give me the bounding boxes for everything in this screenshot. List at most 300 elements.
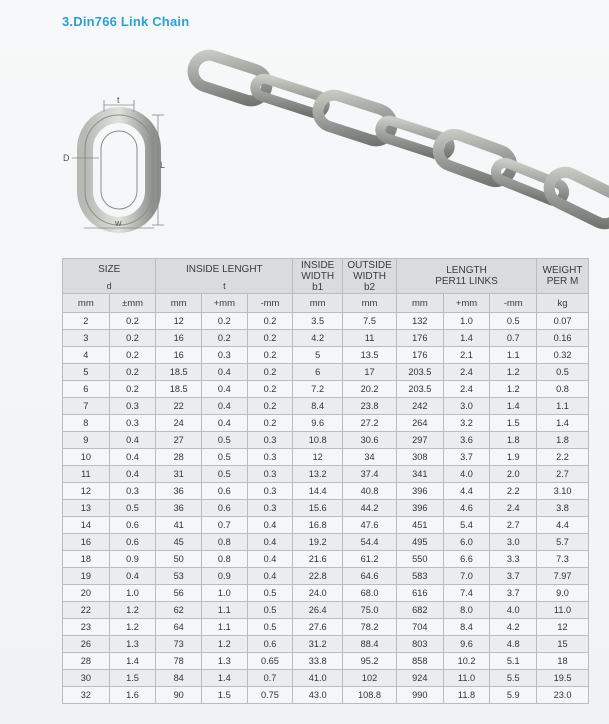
dim-t-label: t xyxy=(117,95,120,105)
chain-photo xyxy=(189,51,609,229)
table-cell: 3.7 xyxy=(490,585,537,602)
table-cell: 8.4 xyxy=(293,398,343,415)
table-cell: 0.3 xyxy=(247,500,293,517)
table-cell: 5.7 xyxy=(537,534,589,551)
table-cell: 2.1 xyxy=(443,347,490,364)
table-cell: 0.9 xyxy=(109,551,156,568)
table-cell: 0.3 xyxy=(109,398,156,415)
table-cell: 21.6 xyxy=(293,551,343,568)
table-cell: 84 xyxy=(156,670,202,687)
table-cell: 297 xyxy=(397,432,444,449)
table-row xyxy=(63,330,589,347)
table-cell: 0.3 xyxy=(247,466,293,483)
table-cell: 78.2 xyxy=(343,619,397,636)
table-cell: 95.2 xyxy=(343,653,397,670)
table-cell: 3.8 xyxy=(537,500,589,517)
table-cell: 1.1 xyxy=(202,619,248,636)
table-cell: 22 xyxy=(63,602,110,619)
table-cell: 396 xyxy=(397,483,444,500)
table-cell: 2.7 xyxy=(537,466,589,483)
table-cell: 6 xyxy=(293,364,343,381)
table-cell: 10 xyxy=(63,449,110,466)
unit-cell: +mm xyxy=(443,294,490,313)
table-cell: 0.6 xyxy=(247,636,293,653)
table-row xyxy=(63,534,589,551)
table-cell: 0.2 xyxy=(109,313,156,330)
table-row xyxy=(63,398,589,415)
table-cell: 176 xyxy=(397,347,444,364)
unit-cell: mm xyxy=(156,294,202,313)
table-cell: 4.0 xyxy=(490,602,537,619)
table-cell: 22 xyxy=(156,398,202,415)
table-cell: 27 xyxy=(156,432,202,449)
table-cell: 6.0 xyxy=(443,534,490,551)
table-cell: 3.0 xyxy=(490,534,537,551)
table-cell: 7.5 xyxy=(343,313,397,330)
table-cell: 10.2 xyxy=(443,653,490,670)
table-cell: 2.0 xyxy=(490,466,537,483)
table-cell: 18 xyxy=(537,653,589,670)
table-cell: 0.07 xyxy=(537,313,589,330)
dim-w-label: w xyxy=(115,218,122,228)
table-cell: 4.0 xyxy=(443,466,490,483)
table-cell: 0.8 xyxy=(202,551,248,568)
table-cell: 3.0 xyxy=(443,398,490,415)
table-cell: 4.6 xyxy=(443,500,490,517)
table-cell: 13.5 xyxy=(343,347,397,364)
table-cell: 1.1 xyxy=(490,347,537,364)
table-cell: 108.8 xyxy=(343,687,397,704)
table-cell: 308 xyxy=(397,449,444,466)
table-row xyxy=(63,500,589,517)
table-cell: 1.3 xyxy=(109,636,156,653)
table-cell: 28 xyxy=(156,449,202,466)
table-cell: 62 xyxy=(156,602,202,619)
table-cell: 10.8 xyxy=(293,432,343,449)
table-cell: 9.6 xyxy=(443,636,490,653)
table-cell: 1.0 xyxy=(202,585,248,602)
table-cell: 0.2 xyxy=(247,364,293,381)
unit-cell: -mm xyxy=(490,294,537,313)
table-cell: 4.2 xyxy=(293,330,343,347)
table-cell: 3 xyxy=(63,330,110,347)
table-cell: 7.0 xyxy=(443,568,490,585)
table-cell: 8.0 xyxy=(443,602,490,619)
table-cell: 7.4 xyxy=(443,585,490,602)
table-cell: 132 xyxy=(397,313,444,330)
table-cell: 11.0 xyxy=(443,670,490,687)
table-cell: 5.4 xyxy=(443,517,490,534)
table-cell: 1.6 xyxy=(109,687,156,704)
table-row xyxy=(63,449,589,466)
table-cell: 18.5 xyxy=(156,381,202,398)
table-cell: 0.4 xyxy=(202,415,248,432)
table-cell: 9.0 xyxy=(537,585,589,602)
table-cell: 64.6 xyxy=(343,568,397,585)
table-cell: 1.5 xyxy=(202,687,248,704)
table-row xyxy=(63,687,589,704)
table-row xyxy=(63,602,589,619)
table-cell: 9.6 xyxy=(293,415,343,432)
table-cell: 32 xyxy=(63,687,110,704)
table-cell: 0.3 xyxy=(247,432,293,449)
table-cell: 0.2 xyxy=(109,381,156,398)
table-cell: 264 xyxy=(397,415,444,432)
table-cell: 0.3 xyxy=(247,483,293,500)
table-row xyxy=(63,619,589,636)
table-cell: 50 xyxy=(156,551,202,568)
table-cell: 242 xyxy=(397,398,444,415)
table-cell: 0.5 xyxy=(247,619,293,636)
table-cell: 0.2 xyxy=(247,347,293,364)
table-cell: 3.2 xyxy=(443,415,490,432)
table-cell: 19.5 xyxy=(537,670,589,687)
table-cell: 75.0 xyxy=(343,602,397,619)
table-cell: 3.6 xyxy=(443,432,490,449)
header-size: SIZE d xyxy=(63,259,156,294)
table-row xyxy=(63,432,589,449)
table-cell: 23.8 xyxy=(343,398,397,415)
unit-cell: +mm xyxy=(202,294,248,313)
table-cell: 15.6 xyxy=(293,500,343,517)
table-cell: 30 xyxy=(63,670,110,687)
table-cell: 9 xyxy=(63,432,110,449)
table-cell: 2 xyxy=(63,313,110,330)
table-row xyxy=(63,364,589,381)
table-cell: 88.4 xyxy=(343,636,397,653)
unit-cell: kg xyxy=(537,294,589,313)
table-cell: 4.4 xyxy=(443,483,490,500)
table-cell: 5.9 xyxy=(490,687,537,704)
table-cell: 36 xyxy=(156,500,202,517)
table-cell: 0.3 xyxy=(202,347,248,364)
table-cell: 550 xyxy=(397,551,444,568)
table-cell: 1.4 xyxy=(537,415,589,432)
table-cell: 56 xyxy=(156,585,202,602)
table-cell: 64 xyxy=(156,619,202,636)
table-row xyxy=(63,313,589,330)
table-cell: 11 xyxy=(343,330,397,347)
table-cell: 0.2 xyxy=(109,347,156,364)
table-cell: 0.2 xyxy=(202,313,248,330)
table-cell: 0.4 xyxy=(247,534,293,551)
table-cell: 1.0 xyxy=(443,313,490,330)
table-cell: 1.1 xyxy=(202,602,248,619)
header-inside-width: INSIDE WIDTH b1 xyxy=(293,259,343,294)
table-cell: 2.2 xyxy=(490,483,537,500)
table-cell: 0.6 xyxy=(202,500,248,517)
table-cell: 1.8 xyxy=(537,432,589,449)
table-cell: 0.6 xyxy=(202,483,248,500)
table-cell: 0.3 xyxy=(109,483,156,500)
unit-cell: mm xyxy=(293,294,343,313)
table-cell: 1.5 xyxy=(109,670,156,687)
table-cell: 0.9 xyxy=(202,568,248,585)
table-cell: 7.2 xyxy=(293,381,343,398)
table-cell: 1.4 xyxy=(443,330,490,347)
table-cell: 0.2 xyxy=(247,398,293,415)
table-cell: 1.3 xyxy=(202,653,248,670)
table-cell: 924 xyxy=(397,670,444,687)
table-cell: 0.5 xyxy=(247,602,293,619)
table-cell: 616 xyxy=(397,585,444,602)
table-cell: 0.5 xyxy=(537,364,589,381)
table-cell: 7.3 xyxy=(537,551,589,568)
table-cell: 3.7 xyxy=(443,449,490,466)
table-cell: 13.2 xyxy=(293,466,343,483)
table-cell: 19.2 xyxy=(293,534,343,551)
chain-illustration xyxy=(0,0,609,250)
table-cell: 0.5 xyxy=(202,466,248,483)
table-cell: 90 xyxy=(156,687,202,704)
table-cell: 0.4 xyxy=(202,398,248,415)
table-cell: 0.8 xyxy=(537,381,589,398)
link-diagram xyxy=(63,95,165,228)
header-inside-length: INSIDE LENGHT t xyxy=(156,259,293,294)
table-cell: 0.75 xyxy=(247,687,293,704)
table-cell: 4 xyxy=(63,347,110,364)
table-cell: 2.4 xyxy=(443,364,490,381)
table-cell: 20.2 xyxy=(343,381,397,398)
table-cell: 2.4 xyxy=(443,381,490,398)
table-cell: 1.4 xyxy=(109,653,156,670)
table-cell: 28 xyxy=(63,653,110,670)
table-cell: 16 xyxy=(156,347,202,364)
table-cell: 0.2 xyxy=(109,364,156,381)
table-cell: 11 xyxy=(63,466,110,483)
table-cell: 0.3 xyxy=(109,415,156,432)
table-cell: 858 xyxy=(397,653,444,670)
table-cell: 704 xyxy=(397,619,444,636)
table-cell: 27.2 xyxy=(343,415,397,432)
table-cell: 23 xyxy=(63,619,110,636)
table-row xyxy=(63,670,589,687)
table-cell: 11.0 xyxy=(537,602,589,619)
table-cell: 26.4 xyxy=(293,602,343,619)
table-cell: 11.8 xyxy=(443,687,490,704)
table-cell: 31.2 xyxy=(293,636,343,653)
table-cell: 4.2 xyxy=(490,619,537,636)
table-cell: 0.32 xyxy=(537,347,589,364)
table-cell: 19 xyxy=(63,568,110,585)
table-cell: 12 xyxy=(537,619,589,636)
table-cell: 8.4 xyxy=(443,619,490,636)
table-cell: 41.0 xyxy=(293,670,343,687)
table-cell: 14 xyxy=(63,517,110,534)
table-cell: 4.8 xyxy=(490,636,537,653)
table-cell: 30.6 xyxy=(343,432,397,449)
table-cell: 583 xyxy=(397,568,444,585)
table-cell: 0.2 xyxy=(247,415,293,432)
table-cell: 1.2 xyxy=(202,636,248,653)
table-cell: 1.2 xyxy=(109,619,156,636)
table-cell: 37.4 xyxy=(343,466,397,483)
table-cell: 36 xyxy=(156,483,202,500)
table-cell: 2.4 xyxy=(490,500,537,517)
table-cell: 4.4 xyxy=(537,517,589,534)
table-cell: 18 xyxy=(63,551,110,568)
table-cell: 0.5 xyxy=(202,449,248,466)
table-cell: 41 xyxy=(156,517,202,534)
table-cell: 1.4 xyxy=(490,398,537,415)
table-cell: 44.2 xyxy=(343,500,397,517)
table-cell: 1.2 xyxy=(109,602,156,619)
unit-cell: ±mm xyxy=(109,294,156,313)
table-cell: 78 xyxy=(156,653,202,670)
table-row xyxy=(63,585,589,602)
table-row xyxy=(63,653,589,670)
table-cell: 5 xyxy=(293,347,343,364)
table-cell: 0.2 xyxy=(247,381,293,398)
table-cell: 22.8 xyxy=(293,568,343,585)
table-cell: 1.1 xyxy=(537,398,589,415)
table-cell: 102 xyxy=(343,670,397,687)
table-cell: 45 xyxy=(156,534,202,551)
table-cell: 26 xyxy=(63,636,110,653)
table-row xyxy=(63,568,589,585)
table-cell: 43.0 xyxy=(293,687,343,704)
table-cell: 0.2 xyxy=(247,313,293,330)
table-cell: 3.3 xyxy=(490,551,537,568)
table-cell: 68.0 xyxy=(343,585,397,602)
table-cell: 0.4 xyxy=(109,466,156,483)
table-cell: 16 xyxy=(63,534,110,551)
table-row xyxy=(63,551,589,568)
table-cell: 0.2 xyxy=(109,330,156,347)
table-cell: 47.6 xyxy=(343,517,397,534)
table-cell: 12 xyxy=(293,449,343,466)
table-cell: 0.7 xyxy=(202,517,248,534)
table-cell: 0.2 xyxy=(202,330,248,347)
table-cell: 13 xyxy=(63,500,110,517)
table-cell: 0.5 xyxy=(202,432,248,449)
table-cell: 1.4 xyxy=(202,670,248,687)
table-cell: 0.4 xyxy=(247,568,293,585)
table-cell: 0.7 xyxy=(490,330,537,347)
table-cell: 0.16 xyxy=(537,330,589,347)
table-cell: 12 xyxy=(156,313,202,330)
table-cell: 0.8 xyxy=(202,534,248,551)
table-cell: 203.5 xyxy=(397,381,444,398)
table-row xyxy=(63,415,589,432)
unit-cell: mm xyxy=(397,294,444,313)
table-cell: 0.4 xyxy=(109,568,156,585)
table-cell: 5.1 xyxy=(490,653,537,670)
table-cell: 7.97 xyxy=(537,568,589,585)
table-cell: 1.8 xyxy=(490,432,537,449)
spec-table xyxy=(62,258,589,704)
table-cell: 2.2 xyxy=(537,449,589,466)
table-cell: 5 xyxy=(63,364,110,381)
table-cell: 0.7 xyxy=(247,670,293,687)
table-row xyxy=(63,517,589,534)
table-cell: 0.4 xyxy=(202,381,248,398)
table-cell: 61.2 xyxy=(343,551,397,568)
header-weight: WEIGHT PER M xyxy=(537,259,589,294)
table-cell: 2.7 xyxy=(490,517,537,534)
table-cell: 33.8 xyxy=(293,653,343,670)
table-cell: 0.6 xyxy=(109,517,156,534)
table-cell: 31 xyxy=(156,466,202,483)
table-cell: 17 xyxy=(343,364,397,381)
table-cell: 1.2 xyxy=(490,364,537,381)
table-cell: 34 xyxy=(343,449,397,466)
table-cell: 990 xyxy=(397,687,444,704)
table-cell: 53 xyxy=(156,568,202,585)
table-cell: 0.4 xyxy=(202,364,248,381)
table-cell: 203.5 xyxy=(397,364,444,381)
table-row xyxy=(63,636,589,653)
page-title: 3.Din766 Link Chain xyxy=(62,14,190,29)
table-cell: 451 xyxy=(397,517,444,534)
table-cell: 396 xyxy=(397,500,444,517)
table-cell: 40.8 xyxy=(343,483,397,500)
table-cell: 0.4 xyxy=(109,449,156,466)
unit-cell: -mm xyxy=(247,294,293,313)
table-cell: 24 xyxy=(156,415,202,432)
table-cell: 0.2 xyxy=(247,330,293,347)
table-cell: 803 xyxy=(397,636,444,653)
table-row xyxy=(63,381,589,398)
table-cell: 8 xyxy=(63,415,110,432)
table-cell: 7 xyxy=(63,398,110,415)
table-cell: 24.0 xyxy=(293,585,343,602)
table-cell: 0.65 xyxy=(247,653,293,670)
header-length: LENGTH PER11 LINKS xyxy=(397,259,537,294)
unit-cell: mm xyxy=(63,294,110,313)
table-cell: 3.10 xyxy=(537,483,589,500)
dim-l-label: L xyxy=(160,160,166,170)
table-cell: 0.5 xyxy=(247,585,293,602)
table-cell: 16.8 xyxy=(293,517,343,534)
dim-d-label: D xyxy=(63,153,70,163)
table-cell: 0.4 xyxy=(247,551,293,568)
table-cell: 682 xyxy=(397,602,444,619)
table-cell: 6.6 xyxy=(443,551,490,568)
table-cell: 12 xyxy=(63,483,110,500)
table-cell: 5.5 xyxy=(490,670,537,687)
table-cell: 18.5 xyxy=(156,364,202,381)
table-cell: 0.4 xyxy=(247,517,293,534)
table-cell: 16 xyxy=(156,330,202,347)
table-row xyxy=(63,483,589,500)
table-cell: 15 xyxy=(537,636,589,653)
header-outside-width: OUTSIDE WIDTH b2 xyxy=(343,259,397,294)
table-cell: 54.4 xyxy=(343,534,397,551)
table-row xyxy=(63,347,589,364)
table-cell: 1.2 xyxy=(490,381,537,398)
table-cell: 27.6 xyxy=(293,619,343,636)
table-cell: 23.0 xyxy=(537,687,589,704)
table-cell: 0.3 xyxy=(247,449,293,466)
table-cell: 1.0 xyxy=(109,585,156,602)
table-cell: 176 xyxy=(397,330,444,347)
table-cell: 3.7 xyxy=(490,568,537,585)
table-cell: 0.4 xyxy=(109,432,156,449)
table-cell: 14.4 xyxy=(293,483,343,500)
table-cell: 1.9 xyxy=(490,449,537,466)
table-cell: 0.5 xyxy=(490,313,537,330)
table-cell: 495 xyxy=(397,534,444,551)
table-cell: 20 xyxy=(63,585,110,602)
table-cell: 0.6 xyxy=(109,534,156,551)
table-cell: 341 xyxy=(397,466,444,483)
table-row xyxy=(63,466,589,483)
table-cell: 3.5 xyxy=(293,313,343,330)
table-cell: 6 xyxy=(63,381,110,398)
table-cell: 0.5 xyxy=(109,500,156,517)
unit-cell: mm xyxy=(343,294,397,313)
